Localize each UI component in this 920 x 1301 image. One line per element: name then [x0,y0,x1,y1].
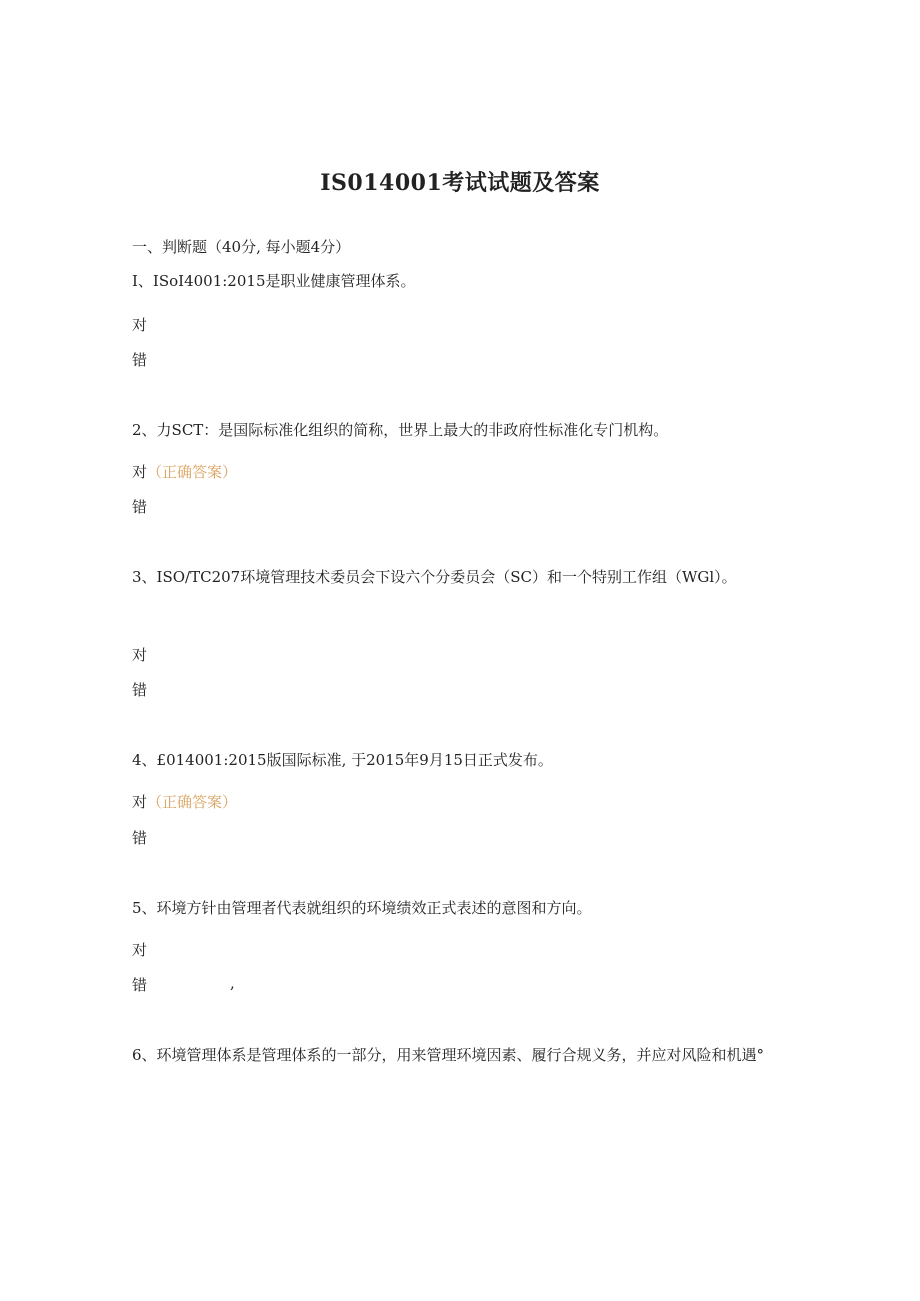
answer-note: （正确答案） [147,793,238,811]
question-3-option-true[interactable] [132,644,147,665]
question-2-option-true[interactable] [132,461,237,482]
question-5-option-true[interactable] [132,939,147,960]
question-1-option-false[interactable] [132,349,147,370]
page-title: IS014001考试试题及答案 [320,170,600,196]
option-label: 对 [132,463,148,481]
question-1-text: I、ISoI4001:2015是职业健康管理体系。 [132,272,416,290]
option-label: 对 [132,646,148,664]
option-label: 对 [132,941,148,959]
option-label: 错 [132,976,148,994]
option-label: 错 [132,829,148,847]
question-5-option-false[interactable] [132,974,147,995]
option-label: 错 [132,498,148,516]
question-6-text: 6、环境管理体系是管理体系的一部分，用来管理环境因素、履行合规义务，并应对风险和机遇° [132,1046,765,1064]
question-2-text: 2、力SCT：是国际标准化组织的简称，世界上最大的非政府性标准化专门机构。 [132,421,669,439]
question-2-option-false[interactable] [132,496,147,517]
question-3-option-false[interactable] [132,679,147,700]
question-1-option-true[interactable] [132,314,147,335]
section-heading: 一、判断题（40分, 每小题4分） [132,238,351,256]
stray-mark: , [230,974,235,992]
question-4-option-false[interactable] [132,827,147,848]
option-label: 错 [132,351,148,369]
option-label: 对 [132,316,148,334]
question-3-text: 3、ISO/TC207环境管理技术委员会下设六个分委员会（SC）和一个特别工作组（WGl）。 [132,568,737,586]
question-4-text: 4、£014001:2015版国际标准, 于2015年9月15日正式发布。 [132,751,553,769]
question-5-text: 5、环境方针由管理者代表就组织的环境绩效正式表述的意图和方向。 [132,899,592,917]
option-label: 对 [132,793,148,811]
question-4-option-true[interactable] [132,791,237,812]
answer-note: （正确答案） [147,463,238,481]
option-label: 错 [132,681,148,699]
